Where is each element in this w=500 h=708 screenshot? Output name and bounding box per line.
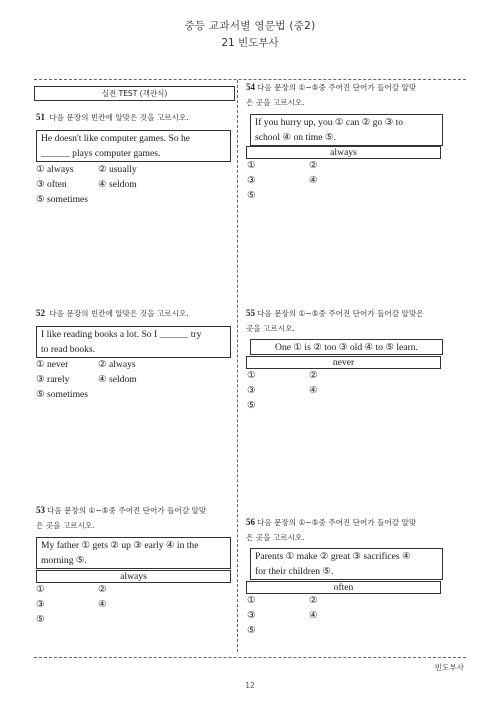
option[interactable]: ② bbox=[309, 160, 318, 171]
given-word-box: never bbox=[246, 356, 441, 369]
option[interactable]: ④ bbox=[309, 385, 318, 396]
sentence-box bbox=[36, 130, 231, 162]
section-title: 실전 TEST (객관식) bbox=[34, 86, 235, 101]
question-56 bbox=[246, 515, 462, 545]
document-subtitle: 21 빈도부사 bbox=[221, 37, 279, 49]
question-instruction-cont: 은 곳을 고르시오. bbox=[246, 533, 305, 542]
option[interactable]: ② always bbox=[98, 359, 136, 370]
option[interactable]: ④ seldom bbox=[98, 374, 137, 385]
question-instruction: 다음 문장의 빈칸에 알맞은 것을 고르시오. bbox=[49, 113, 189, 122]
option[interactable]: ① bbox=[247, 160, 256, 171]
question-instruction-cont: 곳을 고르시오. bbox=[246, 324, 295, 333]
given-word-box: often bbox=[246, 581, 441, 594]
option[interactable]: ③ bbox=[247, 610, 256, 621]
question-number: 51 bbox=[36, 112, 45, 122]
document-title: 중등 교과서별 영문법 (중2) bbox=[184, 20, 316, 32]
option[interactable]: ② bbox=[309, 595, 318, 606]
question-instruction: 다음 문장의 ①~⑤중 주어진 단어가 들어갈 알맞 bbox=[257, 518, 417, 527]
given-word-box: always bbox=[36, 570, 231, 583]
option[interactable]: ⑤ bbox=[247, 400, 256, 411]
question-number: 54 bbox=[246, 82, 255, 92]
option[interactable]: ③ often bbox=[36, 179, 67, 190]
question-number: 53 bbox=[36, 505, 45, 515]
option[interactable]: ③ bbox=[36, 599, 45, 610]
sentence-line: I like reading books a lot. So I ______ try bbox=[41, 329, 202, 340]
sentence-line: ______ plays computer games. bbox=[41, 148, 161, 159]
sentence-box bbox=[36, 326, 231, 358]
sentence-line: for their children ⑤. bbox=[255, 566, 334, 577]
sentence-box bbox=[250, 548, 443, 580]
question-55 bbox=[246, 306, 462, 336]
options-list bbox=[36, 582, 231, 627]
option[interactable]: ⑤ bbox=[247, 190, 256, 201]
option[interactable]: ④ bbox=[98, 599, 107, 610]
option[interactable]: ① bbox=[36, 584, 45, 595]
sentence-line: morning ⑤. bbox=[41, 555, 87, 566]
option[interactable]: ③ rarely bbox=[36, 374, 70, 385]
question-54 bbox=[246, 80, 462, 110]
question-instruction-cont: 은 곳을 고르시오. bbox=[246, 98, 305, 107]
question-number: 55 bbox=[246, 308, 255, 318]
options-list bbox=[36, 162, 231, 207]
question-instruction: 다음 문장의 ①~⑤중 주어진 단어가 들어갈 알맞 bbox=[257, 83, 417, 92]
bottom-divider bbox=[34, 657, 466, 658]
option[interactable]: ② bbox=[98, 584, 107, 595]
column-divider bbox=[237, 80, 238, 652]
options-list bbox=[247, 593, 442, 638]
option[interactable]: ⑤ bbox=[36, 614, 45, 625]
sentence-line: My father ① gets ② up ③ early ④ in the bbox=[41, 540, 199, 551]
sentence-line: to read books. bbox=[41, 344, 96, 355]
option[interactable]: ⑤ sometimes bbox=[36, 389, 89, 400]
option[interactable]: ① always bbox=[36, 164, 74, 175]
option[interactable]: ② usually bbox=[98, 164, 137, 175]
option[interactable]: ⑤ bbox=[247, 625, 256, 636]
option[interactable]: ④ bbox=[309, 175, 318, 186]
sentence-line: Parents ① make ② great ③ sacrifices ④ bbox=[255, 551, 411, 562]
option[interactable]: ① bbox=[247, 370, 256, 381]
question-instruction-cont: 은 곳을 고르시오. bbox=[36, 521, 95, 530]
sentence-box bbox=[250, 114, 443, 146]
sentence-line: One ① is ② too ③ old ④ to ⑤ learn. bbox=[275, 342, 418, 353]
given-word-box: always bbox=[246, 146, 441, 159]
footer-label: 빈도부사 bbox=[434, 663, 464, 672]
question-instruction: 다음 문장의 ①~⑤중 주어진 단어가 들어갈 알맞 bbox=[47, 506, 207, 515]
options-list bbox=[36, 357, 231, 402]
sentence-line: If you hurry up, you ① can ② go ③ to bbox=[255, 117, 404, 128]
option[interactable]: ① never bbox=[36, 359, 69, 370]
option[interactable]: ④ bbox=[309, 610, 318, 621]
option[interactable]: ③ bbox=[247, 175, 256, 186]
question-number: 56 bbox=[246, 517, 255, 527]
sentence-line: He doesn't like computer games. So he bbox=[41, 133, 191, 144]
page-number: 12 bbox=[245, 681, 255, 690]
sentence-box bbox=[36, 537, 231, 569]
question-instruction: 다음 문장의 ①~⑤중 주어진 단어가 들어갈 알맞은 bbox=[257, 309, 424, 318]
question-52 bbox=[36, 306, 236, 321]
question-51 bbox=[36, 110, 236, 125]
question-instruction: 다음 문장의 빈칸에 알맞은 것을 고르시오. bbox=[49, 309, 189, 318]
option[interactable]: ③ bbox=[247, 385, 256, 396]
option[interactable]: ④ seldom bbox=[98, 179, 137, 190]
options-list bbox=[247, 368, 442, 413]
sentence-box bbox=[250, 339, 443, 355]
option[interactable]: ⑤ sometimes bbox=[36, 194, 89, 205]
question-number: 52 bbox=[36, 308, 45, 318]
options-list bbox=[247, 158, 442, 203]
sentence-line: school ④ on time ⑤. bbox=[255, 132, 336, 143]
option[interactable]: ② bbox=[309, 370, 318, 381]
option[interactable]: ① bbox=[247, 595, 256, 606]
question-53 bbox=[36, 503, 236, 533]
